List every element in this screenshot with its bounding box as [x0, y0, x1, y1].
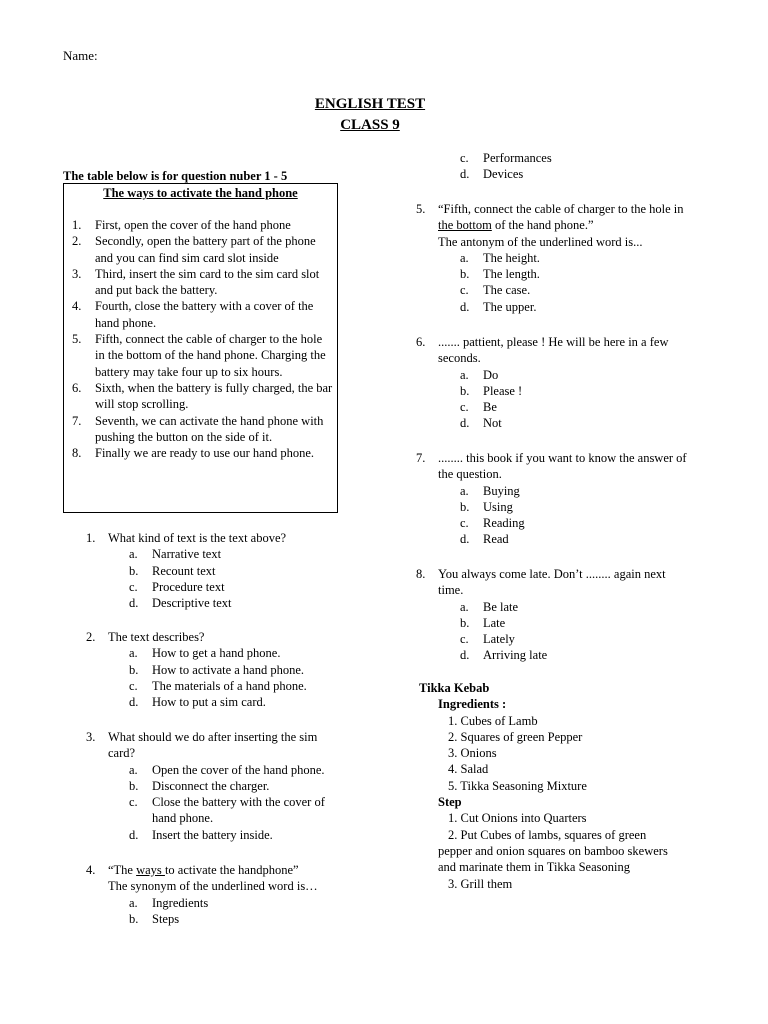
recipe-step: 1. Cut Onions into Quarters: [448, 811, 587, 826]
question-3: [86, 729, 346, 843]
option-d[interactable]: [86, 595, 346, 611]
option-text: Open the cover of the hand phone.: [152, 762, 325, 777]
step-number: 7.: [72, 413, 82, 428]
option-b[interactable]: [86, 563, 346, 579]
ingredient-item: 2. Squares of green Pepper: [448, 729, 583, 744]
option-text: Ingredients: [152, 895, 209, 910]
options-list: [86, 762, 346, 843]
recipe-step: 2. Put Cubes of lambs, squares of green: [448, 827, 647, 842]
option-letter: a.: [460, 599, 469, 614]
option-letter: d.: [460, 648, 470, 663]
option-text: Close the battery with the cover of hand phone.: [152, 795, 325, 826]
option-letter: a.: [129, 895, 138, 910]
step-item: [64, 445, 334, 461]
question-8: [416, 566, 691, 664]
option-a[interactable]: [416, 483, 691, 499]
option-text: Please !: [483, 383, 523, 398]
step-text: Secondly, open the battery part of the phone and you can find sim card slot inside: [95, 234, 316, 265]
option-letter: a.: [460, 250, 469, 265]
option-b[interactable]: [416, 266, 691, 282]
option-text: Not: [483, 416, 502, 431]
option-text: Buying: [483, 483, 520, 498]
option-text: Descriptive text: [152, 596, 232, 611]
option-text: Reading: [483, 516, 525, 531]
question-stem: The antonym of the underlined word is...: [438, 234, 643, 249]
options-list: [86, 895, 346, 928]
question-number: 6.: [416, 335, 426, 349]
step-item: [64, 380, 334, 413]
option-text: Using: [483, 499, 513, 514]
option-text: Arriving late: [483, 648, 548, 663]
option-text: How to get a hand phone.: [152, 646, 281, 661]
option-c[interactable]: [86, 579, 346, 595]
step-text: Sixth, when the battery is fully charged, the bar will stop scrolling.: [95, 380, 333, 412]
option-b[interactable]: [416, 499, 691, 515]
step-text: First, open the cover of the hand phone: [95, 218, 291, 232]
options-list: [416, 367, 691, 432]
option-a[interactable]: [416, 250, 691, 266]
option-text: The height.: [483, 250, 540, 265]
step-number: 5.: [72, 332, 82, 347]
option-text: The upper.: [483, 299, 537, 314]
stem-text: of the hand phone.”: [491, 218, 594, 233]
step-text: Fourth, close the battery with a cover of the hand phone.: [95, 299, 314, 330]
option-a[interactable]: [86, 546, 346, 562]
step-item: [64, 217, 334, 233]
option-c[interactable]: [416, 282, 691, 298]
option-a[interactable]: [86, 645, 346, 661]
question-stem: [108, 862, 346, 878]
options-list: [416, 599, 691, 664]
option-c[interactable]: [416, 150, 691, 166]
option-d[interactable]: [416, 531, 691, 547]
option-letter: b.: [460, 499, 470, 514]
option-c[interactable]: [416, 631, 691, 647]
option-letter: c.: [129, 678, 138, 693]
option-d[interactable]: [86, 827, 346, 843]
question-1: [86, 530, 346, 611]
option-text: Performances: [483, 151, 552, 165]
step-item: [64, 413, 334, 446]
option-c[interactable]: [86, 794, 346, 827]
option-letter: c.: [129, 795, 138, 810]
question-4-continued: [416, 150, 691, 183]
page-title: ENGLISH TEST: [314, 96, 426, 112]
options-list: [86, 546, 346, 611]
option-letter: a.: [129, 547, 138, 562]
question-number: 8.: [416, 567, 426, 581]
option-letter: d.: [460, 299, 470, 314]
option-d[interactable]: [416, 415, 691, 431]
option-text: The length.: [483, 267, 540, 282]
option-text: Be late: [483, 599, 519, 614]
page-subtitle: CLASS 9: [340, 117, 400, 133]
question-number: 5.: [416, 202, 426, 216]
ingredient-item: 3. Onions: [448, 746, 497, 761]
options-list: [416, 250, 691, 315]
step-text: Fifth, connect the cable of charger to the hole in the bottom of the hand phone. Charging the battery may take four up to six hours.: [95, 332, 326, 379]
step-item: [64, 233, 334, 266]
option-d[interactable]: [416, 647, 691, 663]
ingredient-item: 5. Tikka Seasoning Mixture: [448, 778, 587, 793]
options-list: [416, 150, 691, 183]
steps-list: [64, 217, 334, 461]
option-text: Procedure text: [152, 579, 225, 594]
option-letter: a.: [460, 367, 469, 382]
step-number: 3.: [72, 266, 82, 281]
step-text: Third, insert the sim card to the sim card slot and put back the battery.: [95, 266, 320, 298]
option-c[interactable]: [86, 678, 346, 694]
step-text: Finally we are ready to use our hand phone.: [95, 446, 315, 461]
question-stem: ....... pattient, please ! He will be here in a few seconds.: [438, 335, 669, 366]
question-number: 7.: [416, 451, 426, 465]
option-letter: d.: [129, 596, 139, 611]
option-text: Narrative text: [152, 547, 222, 562]
step-text: Seventh, we can activate the hand phone with pushing the button on the side of it.: [95, 413, 324, 444]
question-stem: ........ this book if you want to know the answer of the question.: [438, 451, 687, 482]
ingredients-heading: Ingredients :: [438, 697, 507, 712]
question-number: 2.: [86, 630, 96, 644]
option-text: Lately: [483, 632, 515, 647]
stem-text: to activate the handphone”: [164, 863, 299, 877]
option-b[interactable]: [86, 778, 346, 794]
option-letter: a.: [129, 646, 138, 661]
option-b[interactable]: [416, 383, 691, 399]
question-stem: What should we do after inserting the sim card?: [108, 730, 318, 761]
step-number: 8.: [72, 446, 82, 461]
question-stem: What kind of text is the text above?: [108, 531, 287, 545]
option-d[interactable]: [416, 166, 691, 182]
option-letter: b.: [460, 383, 470, 398]
option-letter: d.: [129, 827, 139, 842]
option-letter: c.: [460, 283, 469, 298]
underlined-word: the bottom: [438, 218, 492, 233]
step-item: [64, 266, 334, 299]
steps-table: [63, 183, 338, 513]
question-stem: The text describes?: [108, 630, 205, 644]
option-text: How to put a sim card.: [152, 695, 266, 710]
option-letter: c.: [460, 632, 469, 647]
option-text: Recount text: [152, 563, 216, 578]
ingredient-item: 1. Cubes of Lamb: [448, 713, 538, 728]
stem-text: “Fifth, connect the cable of charger to the hole in: [438, 202, 684, 216]
option-b[interactable]: [416, 615, 691, 631]
option-text: How to activate a hand phone.: [152, 662, 305, 677]
question-number: 3.: [86, 730, 96, 744]
option-b[interactable]: [86, 911, 346, 927]
option-c[interactable]: [416, 515, 691, 531]
table-intro: The table below is for question nuber 1 - 5: [63, 169, 288, 183]
option-letter: b.: [129, 563, 139, 578]
question-7: [416, 450, 691, 548]
step-number: 1.: [72, 218, 82, 232]
question-stem: The synonym of the underlined word is…: [108, 879, 318, 894]
option-a[interactable]: [416, 367, 691, 383]
option-letter: c.: [460, 151, 469, 165]
option-letter: c.: [460, 516, 469, 531]
option-letter: b.: [129, 662, 139, 677]
step-heading: Step: [438, 795, 462, 810]
ingredient-item: 4. Salad: [448, 762, 489, 777]
recipe-section: [419, 680, 674, 892]
step-number: 4.: [72, 299, 82, 314]
option-a[interactable]: [86, 895, 346, 911]
question-4: [86, 862, 346, 927]
step-number: 6.: [72, 380, 82, 395]
recipe-title: Tikka Kebab: [419, 681, 490, 695]
option-letter: a.: [460, 483, 469, 498]
question-number: 1.: [86, 531, 96, 545]
stem-text: “The: [108, 863, 137, 877]
option-letter: c.: [460, 400, 469, 415]
question-2: [86, 629, 346, 710]
question-number: 4.: [86, 863, 96, 877]
question-stem: [438, 201, 691, 234]
options-list: [86, 645, 346, 710]
recipe-step-continued: pepper and onion squares on bamboo skewers and marinate them in Tikka Seasoning: [438, 843, 668, 875]
option-text: Devices: [483, 167, 524, 182]
step-item: [64, 298, 334, 331]
option-c[interactable]: [416, 399, 691, 415]
step-number: 2.: [72, 234, 82, 249]
option-letter: d.: [129, 695, 139, 710]
option-d[interactable]: [86, 694, 346, 710]
question-6: [416, 334, 691, 432]
option-b[interactable]: [86, 662, 346, 678]
name-label: Name:: [63, 48, 98, 63]
option-d[interactable]: [416, 299, 691, 315]
option-text: Disconnect the charger.: [152, 778, 270, 793]
option-text: Read: [483, 532, 509, 547]
options-list: [416, 483, 691, 548]
steps-table-title: The ways to activate the hand phone: [103, 186, 298, 200]
option-text: Late: [483, 615, 506, 630]
question-stem: You always come late. Don’t ........ again next time.: [438, 567, 666, 598]
option-text: The case.: [483, 283, 531, 298]
option-letter: a.: [129, 762, 138, 777]
option-letter: c.: [129, 579, 138, 594]
question-5: [416, 201, 691, 315]
option-text: Be: [483, 400, 497, 415]
option-text: Insert the battery inside.: [152, 827, 273, 842]
option-text: The materials of a hand phone.: [152, 678, 307, 693]
underlined-word: ways: [136, 863, 165, 877]
recipe-step: 3. Grill them: [448, 876, 513, 891]
option-a[interactable]: [416, 599, 691, 615]
option-text: Steps: [152, 911, 180, 926]
option-letter: b.: [129, 778, 139, 793]
option-letter: b.: [460, 615, 470, 630]
option-letter: b.: [460, 267, 470, 282]
option-letter: b.: [129, 911, 139, 926]
option-letter: d.: [460, 167, 470, 182]
option-letter: d.: [460, 532, 470, 547]
option-text: Do: [483, 367, 499, 382]
option-letter: d.: [460, 416, 470, 431]
step-item: [64, 331, 334, 380]
option-a[interactable]: [86, 762, 346, 778]
